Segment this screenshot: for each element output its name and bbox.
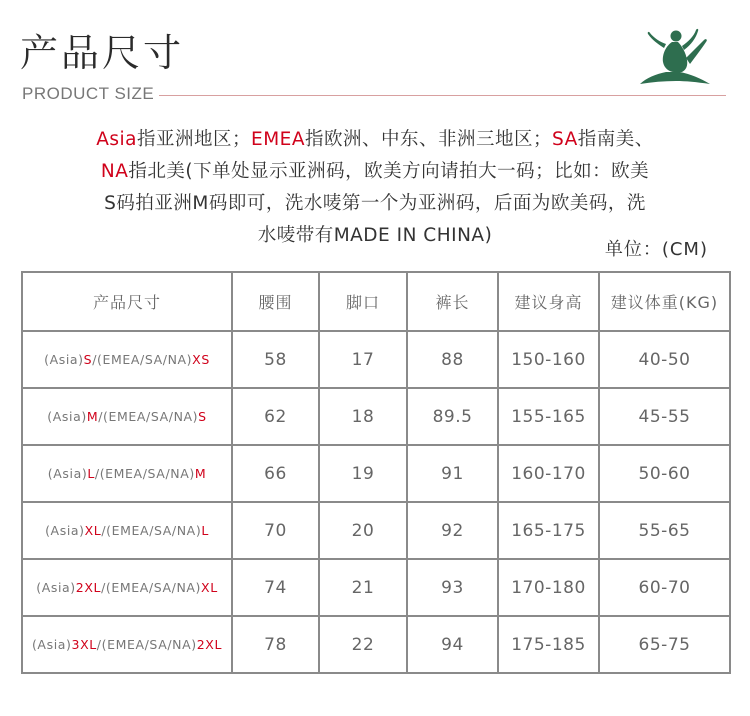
header-size: 产品尺寸 [22, 272, 232, 331]
intl-size: S [198, 409, 207, 424]
table-row [22, 331, 730, 388]
header-weight: 建议体重(KG) [599, 272, 730, 331]
asia-size: L [87, 466, 95, 481]
asia-size: M [86, 409, 99, 424]
title-divider [159, 95, 726, 96]
asia-size: 2XL [75, 580, 102, 595]
size-cell [22, 445, 232, 502]
waist-cell: 78 [232, 616, 319, 673]
region-mid: /(EMEA/SA/NA) [94, 466, 195, 481]
yoga-pose-icon [636, 26, 714, 88]
region-mid: /(EMEA/SA/NA) [96, 637, 197, 652]
header-length: 裤长 [407, 272, 498, 331]
region-mid: /(EMEA/SA/NA) [101, 580, 202, 595]
waist-cell: 70 [232, 502, 319, 559]
asia-prefix: (Asia) [31, 637, 72, 652]
height-cell: 160-170 [498, 445, 599, 502]
region-na: NA [100, 161, 129, 182]
waist-cell: 62 [232, 388, 319, 445]
hem-cell: 20 [319, 502, 407, 559]
height-cell: 165-175 [498, 502, 599, 559]
size-cell [22, 559, 232, 616]
region-sa: SA [552, 129, 578, 150]
size-notes [20, 124, 730, 252]
page-subtitle: PRODUCT SIZE [22, 84, 155, 103]
region-mid: /(EMEA/SA/NA) [92, 352, 193, 367]
weight-cell: 45-55 [599, 388, 730, 445]
waist-cell: 74 [232, 559, 319, 616]
region-sa-desc: 指南美、 [577, 129, 654, 150]
size-cell [22, 388, 232, 445]
header-waist: 腰围 [232, 272, 319, 331]
size-cell [22, 502, 232, 559]
header-hem: 脚口 [319, 272, 407, 331]
intl-size: L [201, 523, 209, 538]
length-cell: 94 [407, 616, 498, 673]
notes-line-1 [20, 124, 730, 156]
region-mid: /(EMEA/SA/NA) [101, 523, 202, 538]
size-cell [22, 616, 232, 673]
table-row [22, 502, 730, 559]
waist-cell: 66 [232, 445, 319, 502]
table-row [22, 559, 730, 616]
weight-cell: 50-60 [599, 445, 730, 502]
intl-size: M [194, 466, 207, 481]
asia-prefix: (Asia) [47, 466, 88, 481]
notes-line-2 [20, 156, 730, 188]
size-table [21, 271, 731, 674]
region-na-desc: 指北美(下单处显示亚洲码，欧美方向请拍大一码；比如：欧美 [128, 161, 650, 182]
page-title: 产品尺寸 [20, 31, 185, 75]
asia-prefix: (Asia) [44, 352, 84, 367]
asia-size: XL [84, 523, 102, 538]
hem-cell: 17 [319, 331, 407, 388]
length-cell: 89.5 [407, 388, 498, 445]
waist-cell: 58 [232, 331, 319, 388]
length-cell: 93 [407, 559, 498, 616]
length-cell: 88 [407, 331, 498, 388]
table-row [22, 616, 730, 673]
weight-cell: 55-65 [599, 502, 730, 559]
table-header-row [22, 272, 730, 331]
intl-size: XS [192, 352, 210, 367]
size-cell [22, 331, 232, 388]
region-emea: EMEA [251, 129, 305, 150]
hem-cell: 18 [319, 388, 407, 445]
height-cell: 155-165 [498, 388, 599, 445]
hem-cell: 21 [319, 559, 407, 616]
intl-size: 2XL [196, 637, 223, 652]
asia-size: S [83, 352, 93, 367]
asia-size: 3XL [71, 637, 97, 652]
intl-size: XL [201, 580, 218, 595]
height-cell: 175-185 [498, 616, 599, 673]
notes-line-3: S码拍亚洲M码即可，洗水唛第一个为亚洲码，后面为欧美码，洗 [104, 193, 646, 214]
region-asia-desc: 指亚洲地区； [136, 129, 251, 150]
notes-line-4: 水唛带有MADE IN CHINA) [257, 225, 493, 246]
asia-prefix: (Asia) [45, 523, 85, 538]
height-cell: 150-160 [498, 331, 599, 388]
weight-cell: 60-70 [599, 559, 730, 616]
asia-prefix: (Asia) [36, 580, 76, 595]
length-cell: 91 [407, 445, 498, 502]
weight-cell: 65-75 [599, 616, 730, 673]
table-row [22, 388, 730, 445]
weight-cell: 40-50 [599, 331, 730, 388]
height-cell: 170-180 [498, 559, 599, 616]
table-row [22, 445, 730, 502]
header-height: 建议身高 [498, 272, 599, 331]
region-mid: /(EMEA/SA/NA) [98, 409, 199, 424]
length-cell: 92 [407, 502, 498, 559]
region-asia: Asia [96, 129, 137, 150]
unit-label: 单位：(CM) [604, 239, 708, 260]
hem-cell: 22 [319, 616, 407, 673]
region-emea-desc: 指欧洲、中东、非洲三地区； [305, 129, 553, 150]
asia-prefix: (Asia) [47, 409, 87, 424]
hem-cell: 19 [319, 445, 407, 502]
